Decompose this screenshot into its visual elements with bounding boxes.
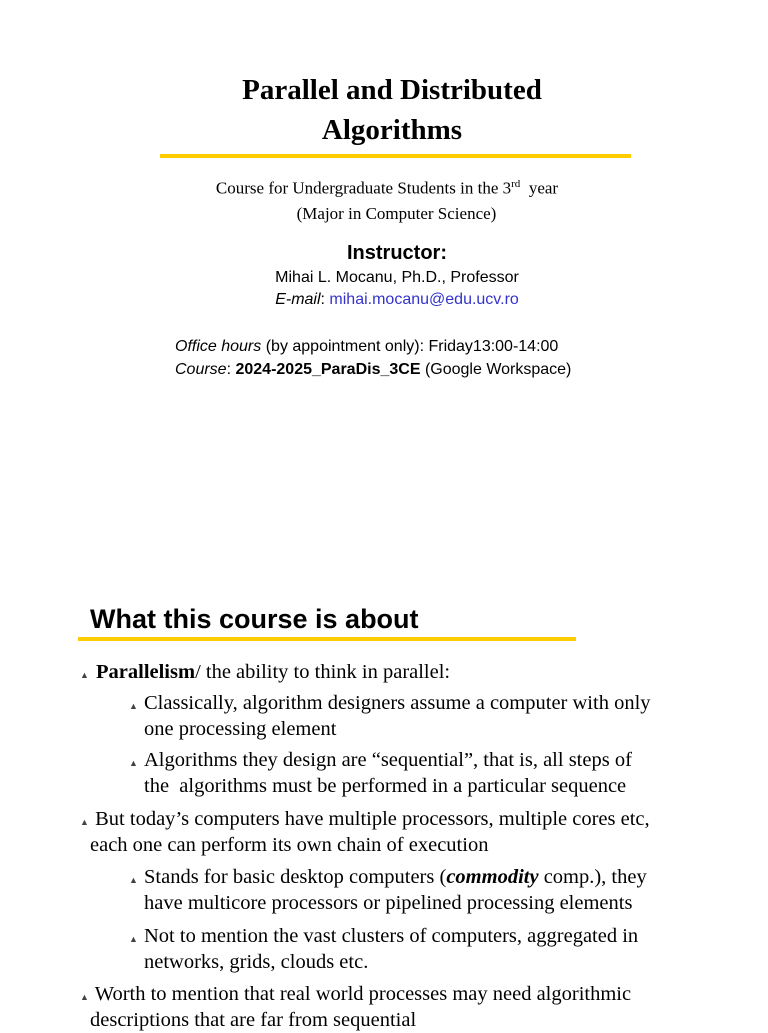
sub-bullet-clusters [144,923,638,975]
course-line [175,358,571,381]
title-line-1: Parallel and Distributed [242,74,542,106]
sub-bullet-desktop [144,864,647,916]
office-hours-line [175,335,571,358]
email-label: E-mail [275,291,321,308]
small-triangle-bullet-icon: ▲ [80,817,89,827]
bullet-multiple-processors [90,806,650,858]
instructor-email [0,291,768,309]
bullet-parallelism [96,659,450,685]
bullet-line: But today’s computers have multiple processors, multiple cores etc, [90,808,650,830]
sub-bullet-classically [144,690,651,742]
office-hours-text: (by appointment only): Friday13:00-14:00 [261,338,559,355]
title-line-2: Algorithms [321,114,463,146]
course-subtitle [0,172,718,226]
commodity-emphasis: commodity [446,866,539,888]
subtitle-ordinal: rd [511,178,521,190]
bullet-line: Worth to mention that real world processes may need algorithmic [90,983,632,1005]
bullet-parallelism-text: / the ability to think in parallel: [195,661,451,683]
sub-bullet-line: Algorithms they design are “sequential”, that is, all steps of [144,749,632,771]
sub-bullet-sequential [144,747,632,799]
sub-bullet-line: Not to mention the vast clusters of computers, aggregated in [144,925,639,947]
instructor-heading: Instructor: [347,242,447,264]
email-link[interactable]: mihai.mocanu@edu.ucv.ro [329,291,519,308]
office-info [175,335,571,381]
small-triangle-bullet-icon: ▲ [129,701,138,711]
section-underline-rule [78,637,576,641]
small-triangle-bullet-icon: ▲ [129,875,138,885]
sub-bullet-line [144,864,647,890]
course-code: 2024-2025_ParaDis_3CE [235,361,421,378]
section-heading: What this course is about [90,604,419,634]
sub-bullet-text: Stands for basic desktop computers ( [144,866,447,888]
sub-bullet-line: the algorithms must be performed in a particular sequence [144,775,627,797]
bullet-line: each one can perform its own chain of execution [90,834,489,856]
small-triangle-bullet-icon: ▲ [129,934,138,944]
subtitle-text: Course for Undergraduate Students in the 3 [215,178,512,198]
bullet-real-world [90,981,631,1033]
small-triangle-bullet-icon: ▲ [129,758,138,768]
instructor-name: Mihai L. Mocanu, Ph.D., Professor [275,269,519,286]
bullet-line: descriptions that are far from sequential [90,1009,417,1031]
sub-bullet-line: networks, grids, clouds etc. [144,951,369,973]
subtitle-year: year [520,178,559,198]
bullet-parallelism-bold: Parallelism [96,661,196,683]
sub-bullet-text: comp.), they [538,866,647,888]
sub-bullet-line: one processing element [144,718,337,740]
email-separator: : [320,291,330,308]
course-label: Course [175,361,227,378]
title-underline-rule [160,154,631,158]
course-platform: (Google Workspace) [420,361,572,378]
office-hours-label: Office hours [175,338,262,355]
subtitle-major: (Major in Computer Science) [296,203,497,223]
page-title [0,70,768,150]
sub-bullet-line: Classically, algorithm designers assume a computer with only [144,692,651,714]
course-separator: : [226,361,236,378]
small-triangle-bullet-icon: ▲ [80,670,89,680]
sub-bullet-line: have multicore processors or pipelined processing elements [144,892,633,914]
small-triangle-bullet-icon: ▲ [80,992,89,1002]
